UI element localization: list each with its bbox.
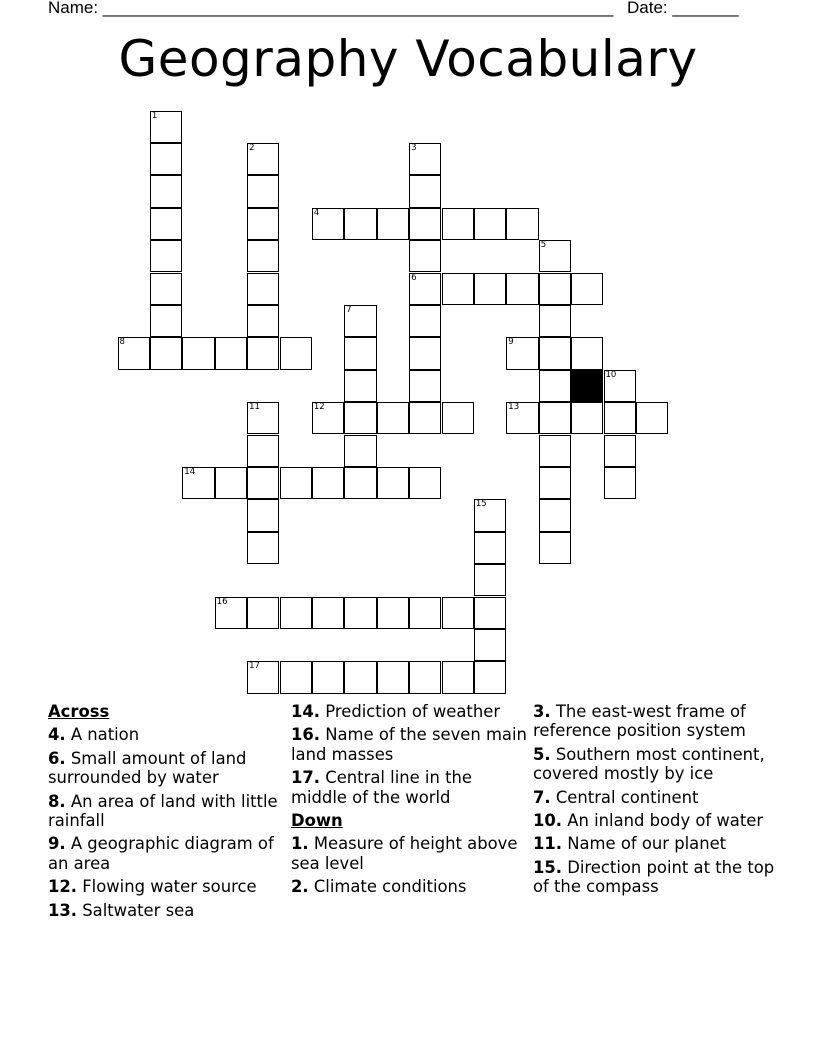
grid-cell[interactable]: [539, 467, 571, 499]
clue-number: 7: [346, 304, 352, 315]
grid-cell[interactable]: [344, 435, 376, 467]
clue-item-text: Flowing water source: [77, 877, 257, 897]
grid-cell[interactable]: [604, 370, 636, 402]
grid-cell[interactable]: [539, 499, 571, 531]
grid-cell[interactable]: [247, 208, 279, 240]
grid-cell[interactable]: [247, 175, 279, 207]
grid-cell[interactable]: [377, 402, 409, 434]
clue-item-text: Measure of height above sea level: [291, 834, 518, 873]
black-cell: [571, 370, 603, 402]
grid-cell[interactable]: [377, 467, 409, 499]
clue-item-number: 2.: [291, 877, 309, 897]
clue-item: [291, 834, 531, 873]
grid-cell[interactable]: [506, 402, 538, 434]
clue-item-text: An inland body of water: [562, 811, 764, 831]
grid-cell[interactable]: [474, 629, 506, 661]
grid-cell[interactable]: [377, 597, 409, 629]
clue-item: [48, 901, 288, 920]
page-title: Geography Vocabulary: [118, 30, 698, 88]
grid-cell[interactable]: [280, 661, 312, 693]
grid-cell[interactable]: [409, 175, 441, 207]
grid-cell[interactable]: [442, 208, 474, 240]
grid-cell[interactable]: [539, 337, 571, 369]
grid-cell[interactable]: [215, 467, 247, 499]
clue-number: 8: [119, 337, 125, 348]
grid-cell[interactable]: [344, 337, 376, 369]
grid-cell[interactable]: [409, 337, 441, 369]
grid-cell[interactable]: [604, 435, 636, 467]
grid-cell[interactable]: [377, 208, 409, 240]
grid-cell[interactable]: [506, 337, 538, 369]
clue-item-number: 9.: [48, 834, 66, 854]
grid-cell[interactable]: [344, 661, 376, 693]
grid-cell[interactable]: [474, 499, 506, 531]
grid-cell[interactable]: [604, 467, 636, 499]
clue-item: [48, 877, 288, 896]
grid-cell[interactable]: [150, 111, 182, 143]
grid-cell[interactable]: [312, 208, 344, 240]
clue-number: 1: [151, 110, 158, 121]
grid-cell[interactable]: [247, 435, 279, 467]
clue-item-number: 4.: [48, 725, 66, 745]
clue-number: 11: [249, 402, 260, 413]
clue-item-text: The east-west frame of reference position system: [533, 702, 746, 741]
grid-cell[interactable]: [539, 370, 571, 402]
grid-cell[interactable]: [150, 305, 182, 337]
across-heading: Across: [48, 702, 110, 721]
grid-cell[interactable]: [409, 143, 441, 175]
clue-item: [533, 702, 778, 741]
clue-item-text: Small amount of land surrounded by water: [48, 748, 247, 788]
grid-cell[interactable]: [247, 305, 279, 337]
grid-cell[interactable]: [442, 402, 474, 434]
clue-number: 5: [540, 240, 547, 251]
clue-item-text: Name of our planet: [562, 834, 727, 854]
clue-item: [291, 702, 531, 721]
grid-cell[interactable]: [150, 240, 182, 272]
grid-cell[interactable]: [344, 467, 376, 499]
clue-column-3: [533, 702, 778, 901]
grid-cell[interactable]: [280, 467, 312, 499]
grid-cell[interactable]: [150, 208, 182, 240]
grid-cell[interactable]: [150, 175, 182, 207]
clue-item-text: Saltwater sea: [77, 900, 195, 920]
clue-item-text: An area of land with little rainfall: [48, 791, 278, 831]
clue-item: [533, 811, 778, 830]
clue-item-number: 11.: [533, 834, 563, 854]
clue-item-number: 3.: [533, 702, 551, 721]
clue-item-text: A geographic diagram of an area: [48, 834, 274, 873]
clue-item-text: Climate conditions: [308, 877, 467, 897]
grid-cell[interactable]: [409, 305, 441, 337]
grid-cell[interactable]: [409, 661, 441, 693]
grid-cell[interactable]: [474, 532, 506, 564]
grid-cell[interactable]: [312, 402, 344, 434]
clue-item-text: Central continent: [550, 787, 699, 807]
grid-cell[interactable]: [344, 305, 376, 337]
clue-item-number: 15.: [533, 857, 563, 877]
clue-item-number: 1.: [291, 834, 309, 854]
clue-item-number: 14.: [291, 702, 321, 721]
grid-cell[interactable]: [247, 240, 279, 272]
grid-cell[interactable]: [377, 661, 409, 693]
grid-cell[interactable]: [539, 273, 571, 305]
grid-cell[interactable]: [344, 402, 376, 434]
grid-cell[interactable]: [280, 597, 312, 629]
grid-cell[interactable]: [506, 273, 538, 305]
clue-item: [291, 877, 531, 896]
clue-item-number: 6.: [48, 748, 66, 768]
grid-cell[interactable]: [539, 305, 571, 337]
grid-cell[interactable]: [409, 240, 441, 272]
clue-item: [291, 725, 531, 764]
grid-cell[interactable]: [474, 273, 506, 305]
clue-number: 4: [313, 207, 320, 218]
date-field-label: Date: _______: [627, 0, 739, 17]
clue-number: 14: [184, 466, 196, 477]
grid-cell[interactable]: [409, 467, 441, 499]
grid-cell[interactable]: [247, 337, 279, 369]
grid-cell[interactable]: [539, 435, 571, 467]
grid-cell[interactable]: [344, 208, 376, 240]
clue-item: [533, 858, 778, 897]
clue-column-1: [48, 702, 288, 924]
clue-item-number: 10.: [533, 811, 563, 831]
grid-cell[interactable]: [409, 273, 441, 305]
clue-number: 12: [313, 402, 325, 413]
grid-cell[interactable]: [312, 661, 344, 693]
clue-item: [533, 745, 778, 784]
grid-cell[interactable]: [247, 143, 279, 175]
grid-cell[interactable]: [442, 597, 474, 629]
grid-cell[interactable]: [344, 597, 376, 629]
clue-item-number: 8.: [48, 791, 66, 811]
clue-column-2: [291, 702, 531, 901]
grid-cell[interactable]: [312, 597, 344, 629]
grid-cell[interactable]: [247, 661, 279, 693]
clue-item-text: A nation: [65, 725, 140, 745]
clue-item-number: 16.: [291, 725, 321, 745]
grid-cell[interactable]: [247, 467, 279, 499]
grid-cell[interactable]: [539, 402, 571, 434]
grid-cell[interactable]: [150, 143, 182, 175]
grid-cell[interactable]: [442, 273, 474, 305]
grid-cell[interactable]: [247, 499, 279, 531]
grid-cell[interactable]: [215, 597, 247, 629]
clue-item: [291, 768, 531, 807]
grid-cell[interactable]: [344, 370, 376, 402]
clue-item-text: Direction point at the top of the compass: [533, 857, 775, 897]
clue-number: 17: [249, 661, 260, 672]
grid-cell[interactable]: [539, 240, 571, 272]
grid-cell[interactable]: [571, 273, 603, 305]
clue-number: 6: [411, 272, 417, 283]
clue-number: 16: [216, 596, 228, 607]
grid-cell[interactable]: [312, 467, 344, 499]
clue-item-number: 17.: [291, 768, 321, 788]
grid-cell[interactable]: [247, 532, 279, 564]
grid-cell[interactable]: [571, 402, 603, 434]
grid-cell[interactable]: [474, 208, 506, 240]
grid-cell[interactable]: [409, 402, 441, 434]
grid-cell[interactable]: [409, 208, 441, 240]
grid-cell[interactable]: [247, 402, 279, 434]
clue-item: [533, 834, 778, 853]
grid-cell[interactable]: [247, 597, 279, 629]
clue-item-text: Southern most continent, covered mostly by ice: [533, 744, 765, 784]
grid-cell[interactable]: [636, 402, 668, 434]
clue-item-number: 13.: [48, 900, 78, 920]
clue-item: [533, 788, 778, 807]
grid-cell[interactable]: [215, 337, 247, 369]
grid-cell[interactable]: [474, 661, 506, 693]
clue-item-text: Name of the seven main land masses: [291, 725, 527, 764]
grid-cell[interactable]: [118, 337, 150, 369]
clue-item-number: 7.: [533, 787, 551, 807]
clue-item-number: 12.: [48, 877, 78, 897]
grid-cell[interactable]: [474, 597, 506, 629]
grid-cell[interactable]: [539, 532, 571, 564]
grid-cell[interactable]: [474, 564, 506, 596]
grid-cell[interactable]: [150, 273, 182, 305]
clue-number: 9: [508, 337, 514, 348]
grid-cell[interactable]: [182, 467, 214, 499]
clue-number: 3: [411, 142, 417, 153]
grid-cell[interactable]: [150, 337, 182, 369]
clue-item-text: Prediction of weather: [320, 702, 501, 721]
grid-cell[interactable]: [182, 337, 214, 369]
grid-cell[interactable]: [604, 402, 636, 434]
grid-cell[interactable]: [506, 208, 538, 240]
grid-cell[interactable]: [571, 337, 603, 369]
clue-number: 2: [249, 142, 255, 153]
grid-cell[interactable]: [247, 273, 279, 305]
clue-item: [48, 834, 288, 873]
name-field-label: Name: ______________________________________________________: [48, 0, 614, 17]
clue-item-number: 5.: [533, 744, 551, 764]
down-heading: Down: [291, 811, 343, 831]
clue-item: [48, 725, 288, 744]
grid-cell[interactable]: [442, 661, 474, 693]
clue-item-text: Central line in the middle of the world: [291, 768, 472, 807]
clue-item: [48, 792, 288, 831]
grid-cell[interactable]: [280, 337, 312, 369]
clue-number: 15: [475, 499, 487, 510]
clue-number: 13: [508, 402, 520, 413]
clue-number: 10: [605, 369, 617, 380]
grid-cell[interactable]: [409, 597, 441, 629]
clue-item: [48, 749, 288, 788]
grid-cell[interactable]: [409, 370, 441, 402]
